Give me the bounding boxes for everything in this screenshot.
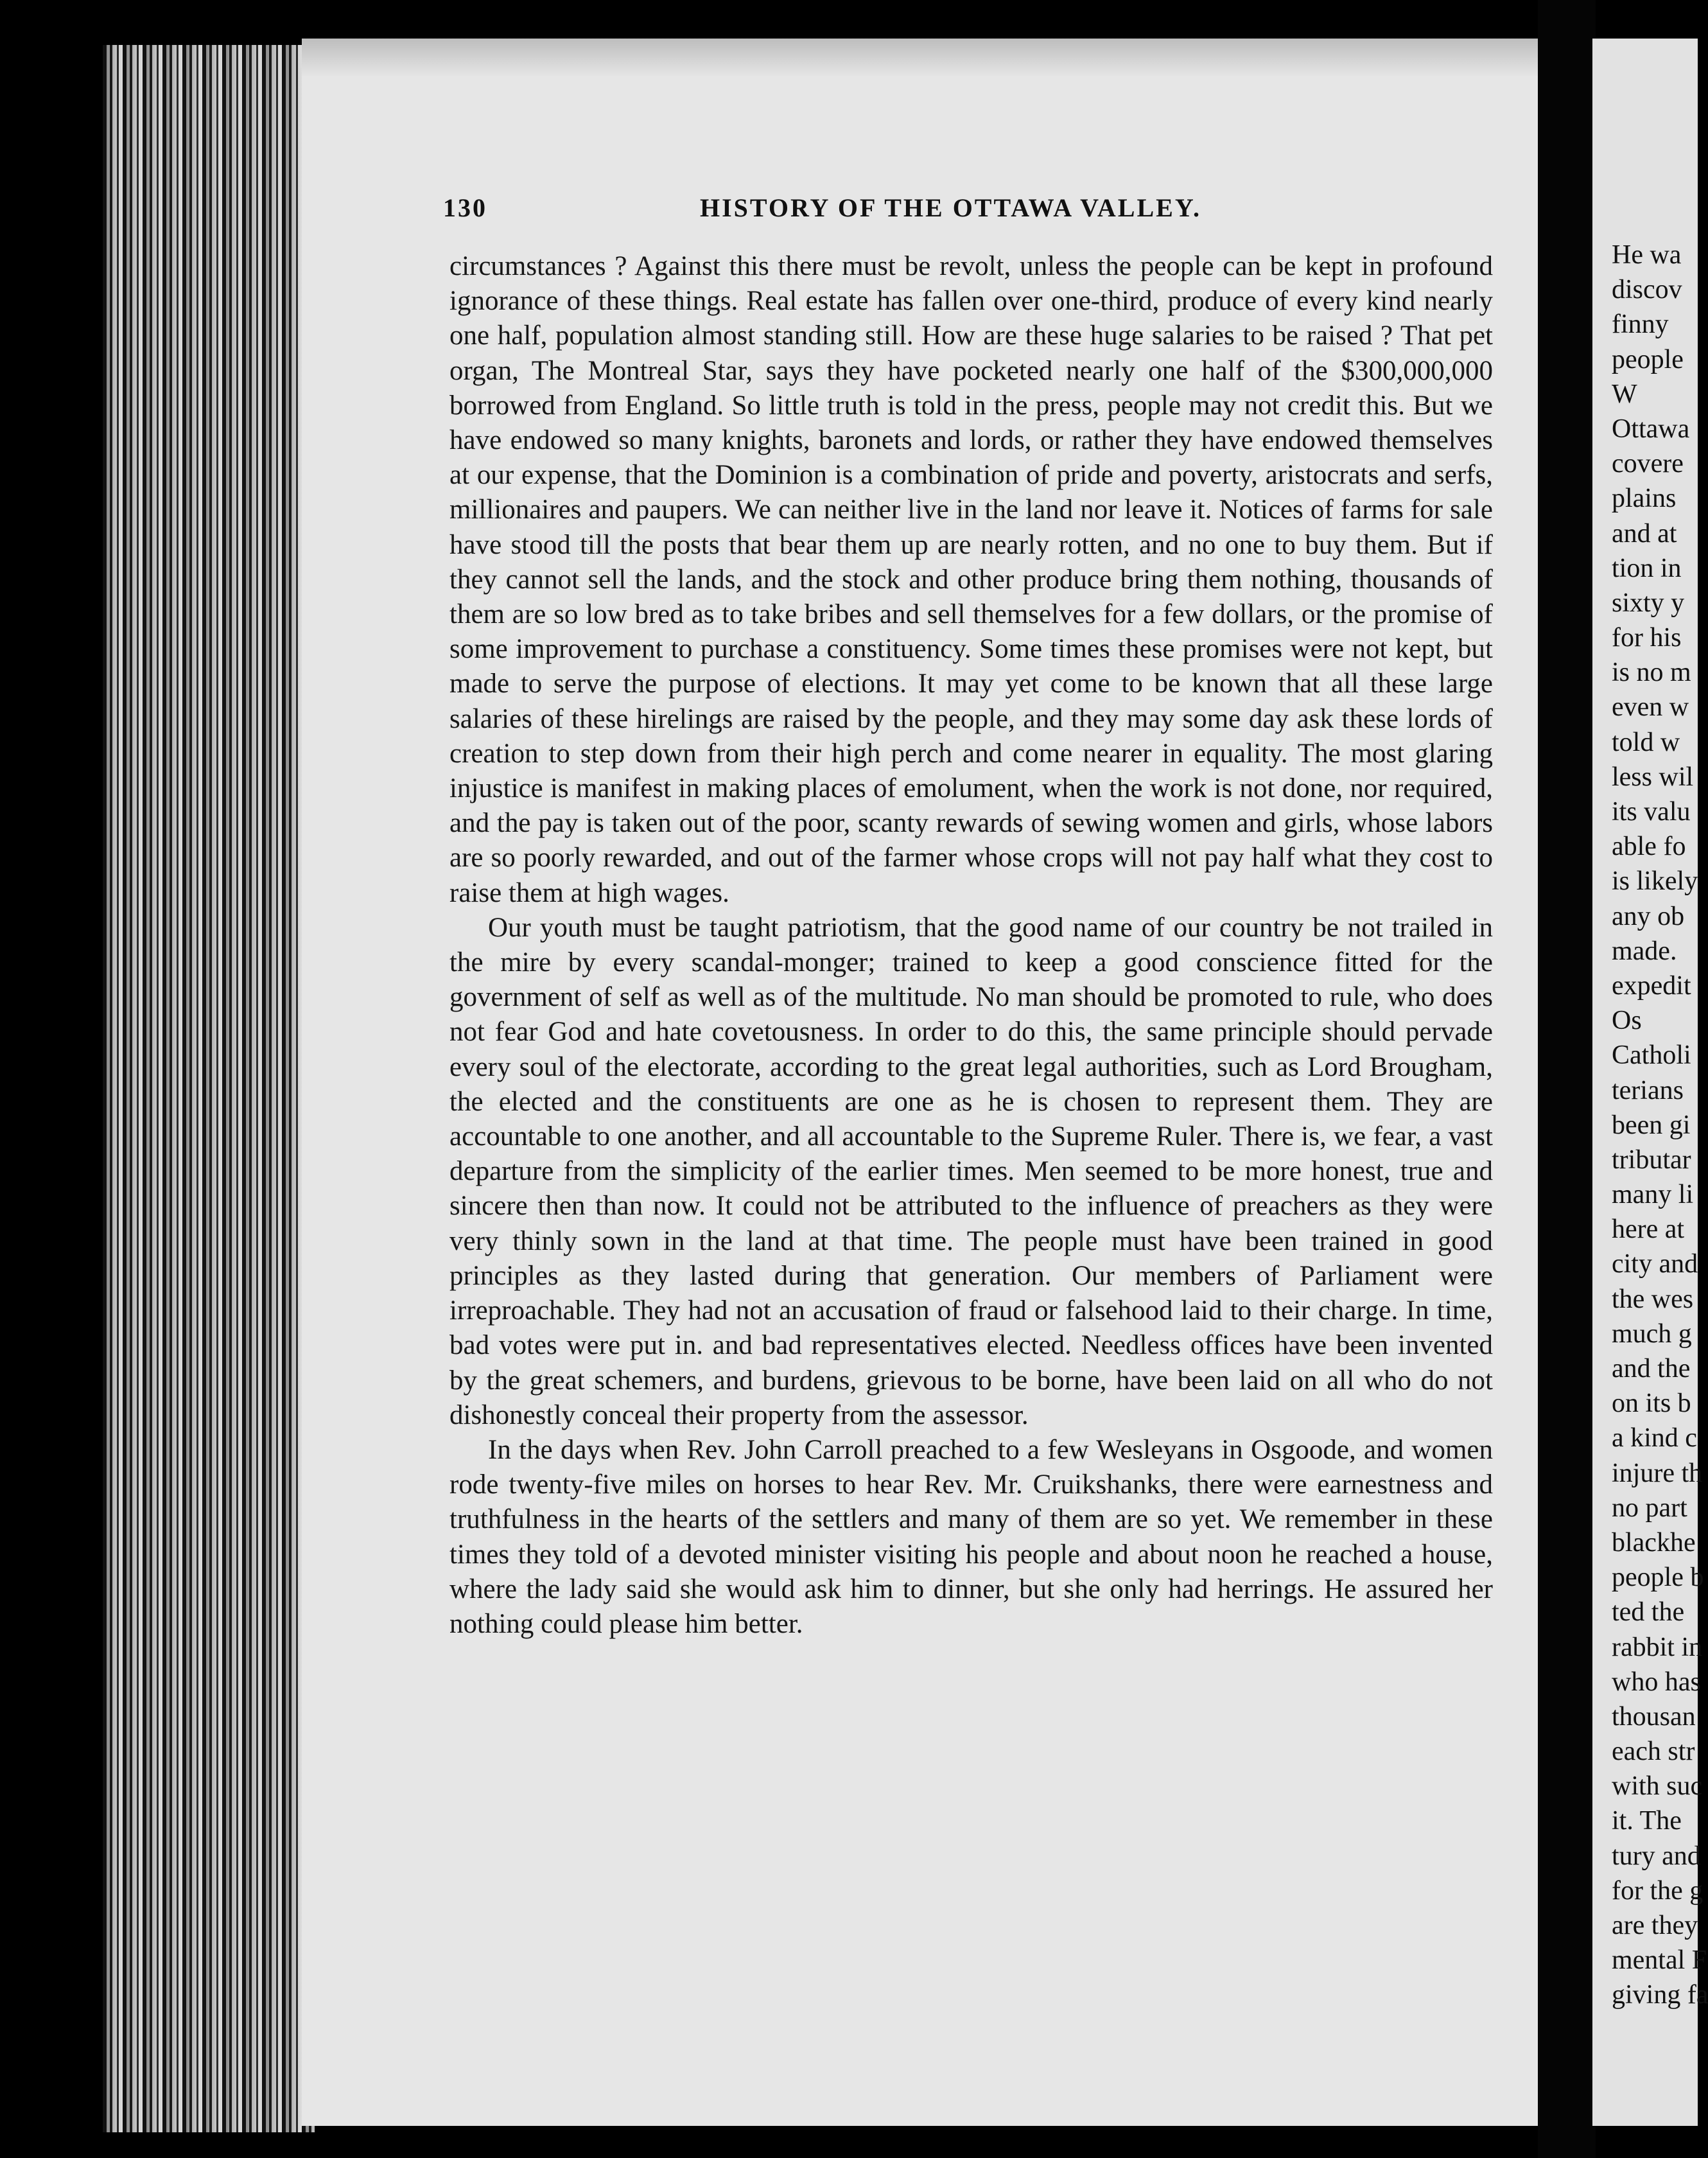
right-page-line: are they xyxy=(1612,1911,1698,1940)
right-page-line: is likely xyxy=(1612,866,1698,897)
right-page-line: on its b xyxy=(1612,1389,1691,1419)
body-text xyxy=(449,249,1493,1642)
page-header xyxy=(443,186,1483,238)
right-page-line: plains xyxy=(1612,484,1677,514)
right-page-line: is no m xyxy=(1612,658,1691,688)
right-page-line: terians xyxy=(1612,1075,1684,1105)
right-page xyxy=(1592,39,1708,2126)
right-page-line: its valu xyxy=(1612,797,1691,827)
right-page-line: sixty y xyxy=(1612,588,1685,618)
right-page-line: injure th xyxy=(1612,1458,1703,1488)
right-page-line: with suc xyxy=(1612,1771,1703,1802)
right-page-line: many li xyxy=(1612,1180,1694,1210)
right-page-line: rabbit in xyxy=(1612,1632,1703,1662)
right-page-line: no part xyxy=(1612,1493,1687,1523)
right-page-line: a kind c xyxy=(1612,1423,1697,1453)
right-page-line: for his xyxy=(1612,623,1682,653)
right-page-line: tributar xyxy=(1612,1145,1691,1175)
right-page-line: discov xyxy=(1612,275,1682,305)
right-page-line: mental F xyxy=(1612,1945,1707,1976)
page-shadow xyxy=(302,39,1541,77)
right-page-line: covere xyxy=(1612,449,1684,479)
right-page-line: any ob xyxy=(1612,901,1685,931)
right-page-line: tury and xyxy=(1612,1841,1701,1871)
right-page-line: able fo xyxy=(1612,832,1686,862)
right-page-line: giving fa xyxy=(1612,1980,1708,2010)
right-page-line: Ottawa xyxy=(1612,414,1690,444)
right-page-line: expedit xyxy=(1612,970,1691,1001)
right-page-text xyxy=(1612,238,1708,2013)
right-page-line: less wil xyxy=(1612,762,1694,792)
paragraph: Our youth must be taught patriotism, that the good name of our country be not trailed in the mire by every scandal-monger; trained to keep a good conscience fitted for the government of self as well as of the multitude. No man should be promoted to rule, who does not fear God and hate covetousness. In order to do this, the same principle should pervade every soul of the electorate, according to the great legal authorities, such as Lord Brougham, the elected and the constituents are one as he is chosen to represent them. They are accountable to one another, and all accountable to the Supreme Ruler. There is, we fear, a vast departure from the simplicity of the earlier times. Men seemed to be more honest, true and sincere then than now. It could not be attributed to the influence of preachers as they were very thinly sown in the land at that time. The people must have been trained in good principles as they lasted during that generation. Our members of Parliament were irreproachable. They had not an accusation of fraud or falsehood laid to their charge. In time, bad votes were put in. and bad representatives elected. Needless offices have been invented by the great schemers, and burdens, grievous to be borne, have been laid on all who do not dishonestly conceal their property from the assessor. xyxy=(449,912,1493,1430)
right-page-line: ted the xyxy=(1612,1597,1685,1627)
running-head: HISTORY OF THE OTTAWA VALLEY. xyxy=(700,193,1202,222)
right-page-line: city and xyxy=(1612,1249,1698,1279)
right-page-line: people xyxy=(1612,344,1684,374)
paragraph: In the days when Rev. John Carroll preached to a few Wesleyans in Osgoode, and women rode twenty-five miles on horses to hear Rev. Mr. Cruikshanks, there were earnestness and truthfulness in the hearts of the settlers and many of them are so yet. We remember in these times they told of a devoted minister visiting his people and about noon he reached a house, where the lady said she would ask him to dinner, but she only had herrings. He assured her nothing could please him better. xyxy=(449,1434,1493,1639)
right-page-line: and the xyxy=(1612,1354,1691,1383)
right-page-line: here at xyxy=(1612,1215,1685,1245)
right-page-line: even w xyxy=(1612,692,1689,723)
right-page-line: people b xyxy=(1612,1563,1704,1593)
right-page-line: much g xyxy=(1612,1319,1692,1349)
paragraph: circumstances ? Against this there must be revolt, unless the people can be kept in profound ignorance of these things. Real estate has fallen over one-third, produce of every kind nearly one half, population almost standing still. How are these huge salaries to be raised ? That pet organ, The Montreal Star, says they have pocketed nearly one half of the $300,000,000 borrowed from England. So little truth is told in the press, people may not credit this. But we have endowed so many knights, baronets and lords, or rather they have endowed themselves at our expense, that the Dominion is a combination of pride and poverty, aristocrats and serfs, millionaires and paupers. We can neither live in the land nor leave it. Notices of farms for sale have stood till the posts that bear them up are nearly rotten, and no one to buy them. But if they cannot sell the lands, and the stock and other produce bring them nothing, thousands of them are so low bred as to take bribes and sell themselves for a few dollars, or the promise of some improvement to purchase a constituency. Some times these promises were not kept, but made to serve the purpose of elections. It may yet come to be known that all these large salaries of these hirelings are raised by the people, and they may some day ask these lords of creation to step down from their high perch and come nearer in equality. The most glaring injustice is manifest in making places of emolument, when the work is not done, nor required, and the pay is taken out of the poor, scanty rewards of sewing women and girls, whose labors are so poorly rewarded, and out of the farmer whose crops will not pay half what they cost to raise them at high wages. xyxy=(449,251,1493,908)
right-page-line: told w xyxy=(1612,727,1680,757)
book-page-edges xyxy=(103,45,315,2132)
right-page-line: finny xyxy=(1612,310,1669,340)
right-page-line: W xyxy=(1612,379,1637,409)
right-page-line: He wa xyxy=(1612,240,1682,270)
right-page-line: and at xyxy=(1612,518,1677,548)
right-page-line: thousan xyxy=(1612,1701,1696,1732)
right-page-line: blackhe xyxy=(1612,1527,1696,1557)
right-page-line: made. xyxy=(1612,936,1677,966)
right-page-line: it. The xyxy=(1612,1806,1682,1836)
right-page-line: each str xyxy=(1612,1737,1695,1767)
right-page-line: Os xyxy=(1612,1006,1642,1036)
right-page-line: the wes xyxy=(1612,1284,1694,1314)
right-page-line: for the g xyxy=(1612,1875,1704,1906)
page-number: 130 xyxy=(443,193,487,222)
right-page-line: Catholi xyxy=(1612,1040,1691,1071)
right-page-line: been gi xyxy=(1612,1110,1691,1140)
gutter xyxy=(1538,0,1596,2158)
right-page-line: who has xyxy=(1612,1667,1701,1697)
right-page-line: tion in xyxy=(1612,553,1682,583)
